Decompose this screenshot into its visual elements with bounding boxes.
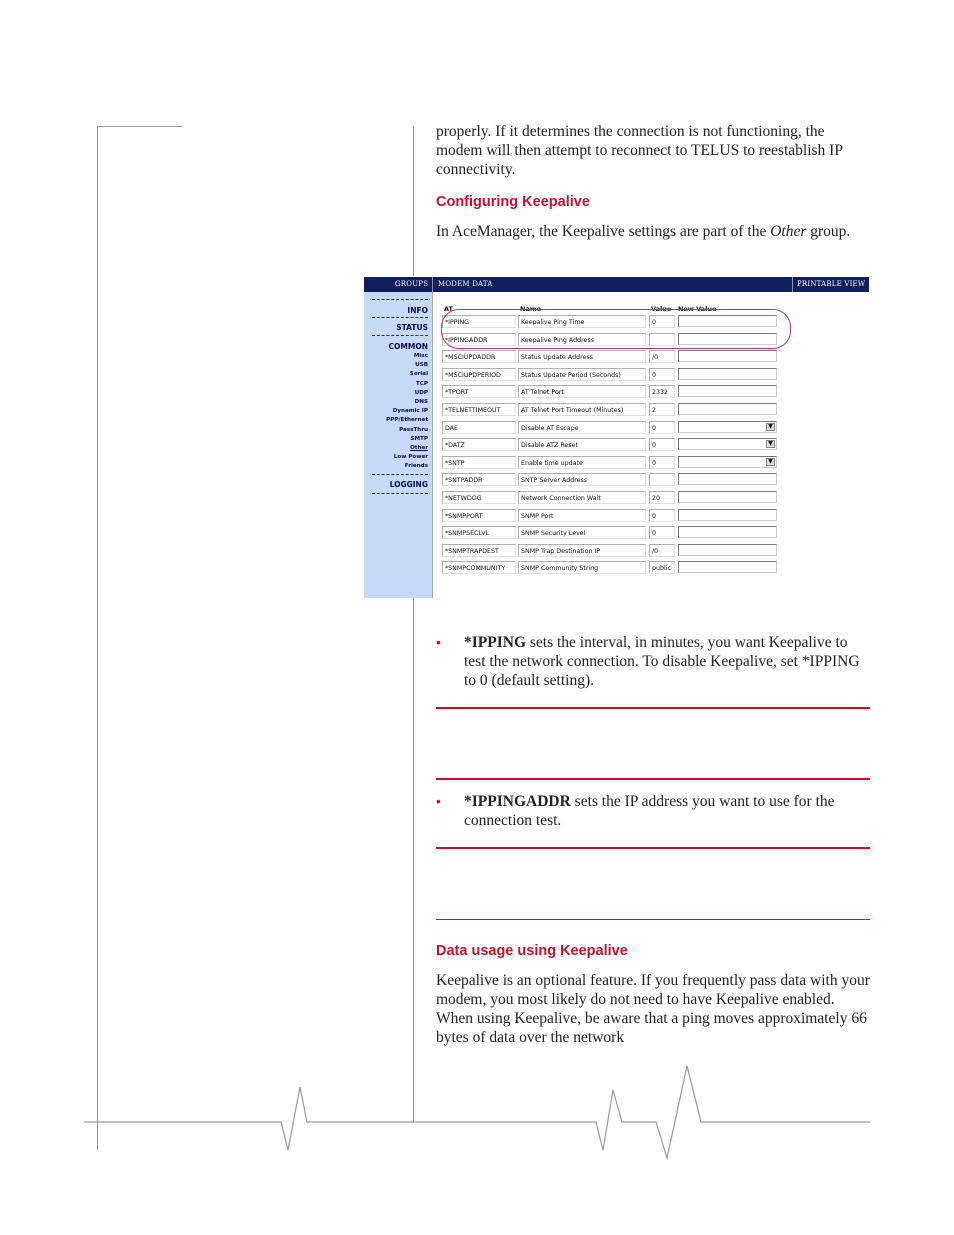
current-value-cell: 0	[649, 421, 675, 434]
at-command-cell: *SNMPCOMMUNITY	[442, 561, 516, 574]
at-command-cell: *DATZ	[442, 438, 516, 451]
sidebar-item-dns[interactable]: DNS	[414, 399, 428, 405]
sidebar-item-smtp[interactable]: SMTP	[410, 435, 428, 442]
chevron-down-icon[interactable]: ▼	[766, 440, 775, 448]
sidebar-item-usb[interactable]: USB	[415, 362, 428, 369]
at-command-cell: *SNTPADDR	[442, 473, 516, 486]
section-heading-data-usage: Data usage using Keepalive	[436, 943, 628, 959]
column-header-name: Name	[520, 305, 542, 313]
at-command-cell: *SNMPSECLVL	[442, 526, 516, 539]
column-header-value: Value	[651, 305, 672, 313]
at-command-cell: DAE	[442, 421, 516, 434]
at-command-cell: *IPPINGADDR	[442, 333, 516, 346]
sidebar-item-other[interactable]: Other	[410, 445, 428, 451]
at-command-cell: *TPORT	[442, 385, 516, 398]
sidebar-item-ppp-ethernet[interactable]: PPP/Ethernet	[386, 417, 428, 424]
data-usage-paragraph: Keepalive is an optional feature. If you frequently pass data with your modem, you most likely do not need to have Keepalive enabled. When using Keepalive, be aware that a ping moves approximately 66 bytes of data over the network	[436, 972, 870, 1046]
sidebar-item-dynamic-ip[interactable]: Dynamic IP	[392, 408, 428, 415]
bullet-marker: •	[436, 793, 441, 809]
setting-name-cell: Keepalive Ping Time	[518, 315, 646, 328]
current-value-cell: 0	[649, 509, 675, 522]
current-value-cell: 0	[649, 526, 675, 539]
intro-paragraph: properly. If it determines the connection is not functioning, the modem will then attempt to reconnect to TELUS to reestablish IP connectivity.	[436, 123, 843, 178]
current-value-cell: 0	[649, 315, 675, 328]
current-value-cell: /0	[649, 350, 675, 363]
sidebar-item-status[interactable]: STATUS	[396, 323, 428, 332]
setting-name-cell: SNMP Trap Destination IP	[518, 544, 646, 557]
setting-name-cell: Status Update Period (Seconds)	[518, 368, 646, 381]
sidebar-item-common[interactable]: COMMON	[388, 342, 428, 351]
printable-view-link[interactable]: PRINTABLE VIEW	[797, 280, 866, 288]
current-value-cell: 0	[649, 438, 675, 451]
setting-name-cell: SNTP Server Address	[518, 473, 646, 486]
setting-name-cell: Network Connection Wait	[518, 491, 646, 504]
ipping-term: *IPPING	[464, 634, 526, 651]
at-command-cell: *MSCIUPDADDR	[442, 350, 516, 363]
current-value-cell: 2332	[649, 385, 675, 398]
ipping-description: sets the interval, in minutes, you want Keepalive to test the network connection. To disable Keepalive, set *IPPING to 0 (default setting).	[464, 634, 860, 689]
setting-name-cell: Disable AT Escape	[518, 421, 646, 434]
sidebar-item-tcp[interactable]: TCP	[415, 380, 428, 387]
at-command-cell: *IPPING	[442, 315, 516, 328]
chevron-down-icon[interactable]: ▼	[766, 458, 775, 466]
setting-name-cell: Status Update Address	[518, 350, 646, 363]
sidebar-item-udp[interactable]: UDP	[414, 389, 428, 396]
setting-name-cell: Disable ATZ Reset	[518, 438, 646, 451]
sidebar-item-passthru[interactable]: PassThru	[399, 426, 428, 433]
bullet-marker: •	[436, 634, 441, 650]
other-group-emphasis: Other	[770, 223, 807, 240]
section-heading-configuring: Configuring Keepalive	[436, 194, 590, 210]
current-value-cell: public	[649, 561, 675, 574]
current-value-cell: 0	[649, 456, 675, 469]
ippingaddr-term: *IPPINGADDR	[464, 793, 571, 810]
sidebar-item-logging[interactable]: LOGGING	[389, 480, 428, 489]
at-command-cell: *NETWDOG	[442, 491, 516, 504]
column-header-new-value: New Value	[678, 305, 717, 313]
setting-name-cell: AT Telnet Port Timeout (Minutes)	[518, 403, 646, 416]
current-value-cell: /0	[649, 544, 675, 557]
sidebar-item-info[interactable]: INFO	[407, 306, 428, 315]
current-value-cell: 2	[649, 403, 675, 416]
setting-name-cell: SNMP Security Level	[518, 526, 646, 539]
sidebar-item-friends[interactable]: Friends	[404, 463, 428, 470]
setting-name-cell: AT Telnet Port	[518, 385, 646, 398]
para-text-b: group.	[806, 223, 851, 240]
para-text-a: In AceManager, the Keepalive settings are part of the	[436, 223, 771, 240]
current-value-cell: 0	[649, 368, 675, 381]
current-value-cell: 20	[649, 491, 675, 504]
column-header-at: AT	[444, 305, 453, 313]
setting-name-cell: SNMP Port	[518, 509, 646, 522]
setting-name-cell: Keepalive Ping Address	[518, 333, 646, 346]
at-command-cell: *SNMPPORT	[442, 509, 516, 522]
sidebar-item-misc[interactable]: Misc	[413, 353, 428, 359]
groups-header: GROUPS	[395, 280, 429, 288]
setting-name-cell: Enable time update	[518, 456, 646, 469]
modem-data-header: MODEM DATA	[438, 280, 493, 288]
chevron-down-icon[interactable]: ▼	[766, 423, 775, 431]
at-command-cell: *MSCIUPDPERIOD	[442, 368, 516, 381]
at-command-cell: *TELNETTIMEOUT	[442, 403, 516, 416]
at-command-cell: *SNTP	[442, 456, 516, 469]
setting-name-cell: SNMP Community String	[518, 561, 646, 574]
ippingaddr-description: sets the IP address you want to use for the connection test.	[464, 793, 835, 829]
at-command-cell: *SNMPTRAPDEST	[442, 544, 516, 557]
sidebar-item-low-power[interactable]: Low Power	[393, 454, 428, 461]
sidebar-item-serial[interactable]: Serial	[409, 371, 428, 378]
